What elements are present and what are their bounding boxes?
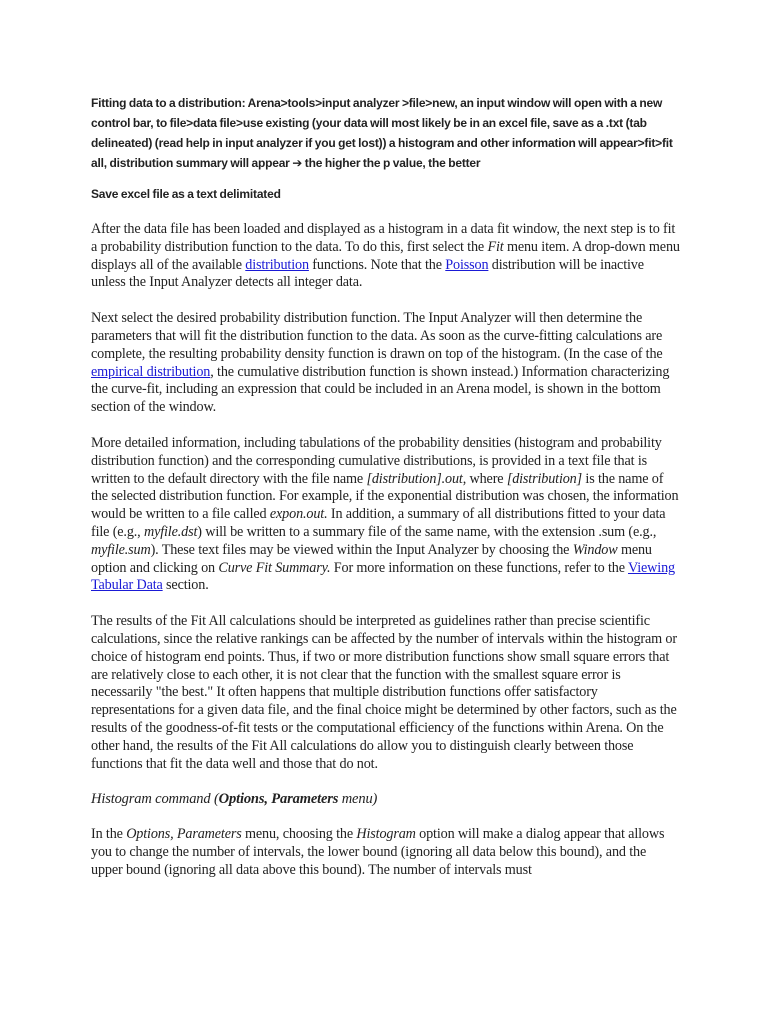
intro-conclusion: the higher the p value, the better [304,156,481,170]
paragraph-fit-menu: After the data file has been loaded and displayed as a histogram in a data fit window, the next step is to fit a probability distribution function to the data. To do this, first select the Fit menu item. A drop-down menu displays all of the available distribution functions. Note that the Poisson distribution will be inactive unless the Input Analyzer detects all integer data. [91,221,680,291]
viewing-tabular-data-link[interactable]: Viewing Tabular Data [91,559,675,594]
paragraph-select-function: Next select the desired probability distribution function. The Input Analyzer will then determine the parameters that will fit the distribution function to the data. As soon as the curve-fitting calculations are complete, the resulting probability density function is drawn on top of the histogram. (In the case of the empirical distribution, the cumulative distribution function is shown instead.) Information characterizing the curve-fit, including an expression that could be included in an Arena model, is shown in the bottom section of the window. [91,310,670,416]
save-note: Save excel file as a text delimitated [91,187,281,201]
intro-text: Fitting data to a distribution: Arena>tools>input analyzer >file>new, an input window will open with a new control bar, to file>data file>use existing (your data will most likely be in an excel file, save as a .txt (tab delineated) (read help in input analyzer if you get lost)) a histogram and other information will appear>fit>fit all, distribution summary will appear [91,96,673,170]
poisson-link[interactable]: Poisson [445,256,489,273]
right-arrow-icon: ➔ [292,156,303,170]
histogram-command-heading: Histogram command (Options, Parameters menu) [91,791,378,808]
intro-paragraph [91,93,681,173]
document-page [91,93,681,880]
empirical-distribution-link[interactable]: empirical distribution [91,363,211,380]
distribution-link[interactable]: distribution [245,256,309,273]
paragraph-detailed-info: More detailed information, including tabulations of the probability densities (histogram and probability distribution function) and the corresponding cumulative distributions, is provided in a text file that is written to the default directory with the file name [distribution].out, where [distribution] is the name of the selected distribution function. For example, if the exponential distribution was chosen, the information would be written to a file called expon.out. In addition, a summary of all distributions fitted to your data file (e.g., myfile.dst) will be written to a summary file of the same name, with the extension .sum (e.g., myfile.sum). These text files may be viewed within the Input Analyzer by choosing the Window menu option and clicking on Curve Fit Summary. For more information on these functions, refer to the Viewing Tabular Data section. [91,434,679,594]
paragraph-histogram-options: In the Options, Parameters menu, choosing the Histogram option will make a dialog appear that allows you to change the number of intervals, the lower bound (ignoring all data below this bound), and the upper bound (ignoring all data above this bound). The number of intervals must [91,826,665,878]
paragraph-fit-all-results: The results of the Fit All calculations should be interpreted as guidelines rather than precise scientific calculations, since the relative rankings can be affected by the number of intervals within the histogram or choice of histogram end points. Thus, if two or more distribution functions show small square errors that are relatively close to each other, it is not clear that the function with the smallest square error is necessarily "the best." It often happens that multiple distribution functions offer satisfactory representations for a given data file, and the final choice might be determined by other factors, such as the results of the goodness-of-fit tests or the computational efficiency of the functions within Arena. On the other hand, the results of the Fit All calculations do allow you to distinguish clearly between those functions that fit the data well and those that do not. [91,613,677,772]
